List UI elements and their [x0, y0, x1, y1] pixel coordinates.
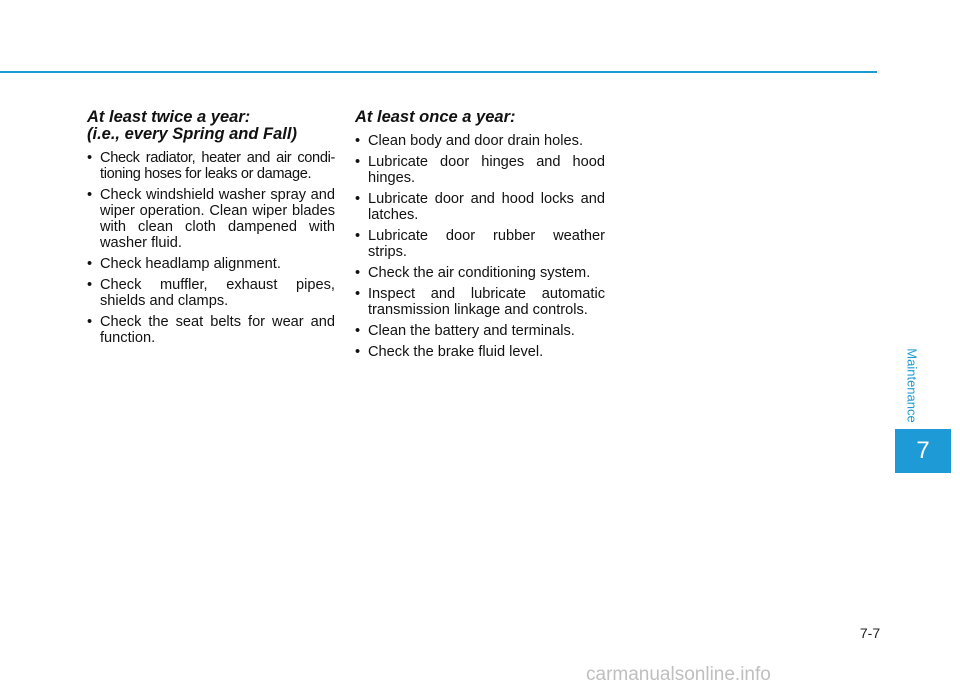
list-item: • Check the air conditioning system.	[355, 265, 605, 281]
once-a-year-heading	[355, 109, 605, 126]
list-item: • Check radiator, heater and air condi-tioning hoses for leaks or damage.	[87, 150, 335, 182]
list-item: • Lubricate door and hood locks and latches.	[355, 191, 605, 223]
chapter-tab	[895, 429, 951, 473]
list-item: • Check the seat belts for wear and function.	[87, 314, 335, 346]
twice-a-year-heading	[87, 109, 335, 143]
section-label	[904, 342, 920, 428]
twice-a-year-heading-line2: (i.e., every Spring and Fall)	[87, 125, 297, 143]
list-item: • Lubricate door rubber weather strips.	[355, 228, 605, 260]
twice-a-year-heading-line1: At least twice a year:	[87, 108, 251, 126]
list-item: • Lubricate door hinges and hood hinges.	[355, 154, 605, 186]
twice-a-year-section	[87, 109, 335, 351]
twice-a-year-list	[87, 150, 335, 346]
once-a-year-list	[355, 133, 605, 360]
watermark: carmanualsonline.info	[586, 664, 771, 685]
list-item: • Check headlamp alignment.	[87, 256, 335, 272]
list-item: • Check muffler, exhaust pipes, shields and clamps.	[87, 277, 335, 309]
section-label-text: Maintenance	[904, 347, 920, 423]
list-item: • Check windshield washer spray and wiper operation. Clean wiper blades with clean cloth dampened with washer fluid.	[87, 187, 335, 251]
list-item: • Clean the battery and terminals.	[355, 323, 605, 339]
list-item: • Inspect and lubricate automatic transmission linkage and controls.	[355, 286, 605, 318]
header-rule	[0, 71, 877, 73]
list-item: • Clean body and door drain holes.	[355, 133, 605, 149]
once-a-year-heading-text: At least once a year:	[355, 108, 516, 126]
page-number: 7-7	[859, 625, 881, 641]
list-item: • Check the brake fluid level.	[355, 344, 605, 360]
once-a-year-section	[355, 109, 605, 365]
chapter-number: 7	[916, 437, 930, 464]
